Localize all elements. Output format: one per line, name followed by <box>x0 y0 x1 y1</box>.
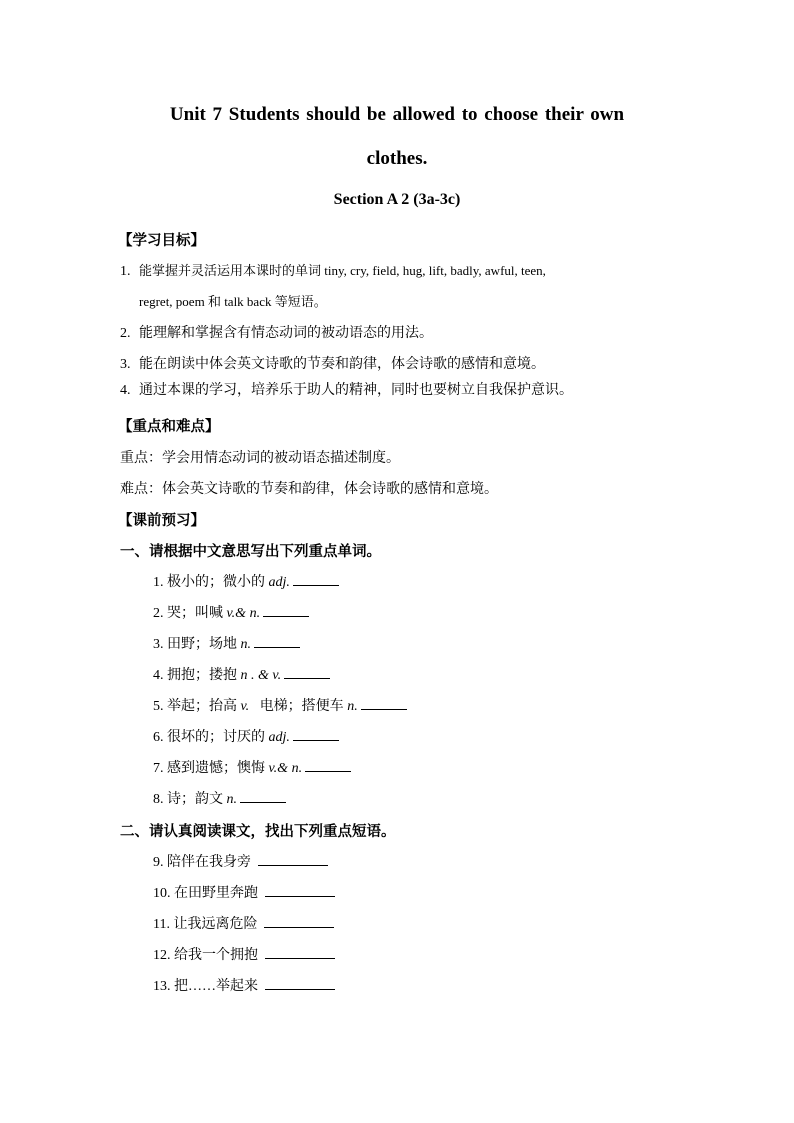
document-title: Unit 7 Students should be allowed to choose their own <box>169 104 625 125</box>
answer-blank[interactable] <box>240 789 286 803</box>
vocab-item: 5. 举起；抬高 v. 电梯；搭便车 n. <box>153 695 407 715</box>
objective-item-1-continued: regret, poem 和 talk back 等短语。 <box>139 294 327 309</box>
document-title-continued: clothes. <box>366 148 428 169</box>
objectives-heading: 【学习目标】 <box>118 233 205 249</box>
answer-blank[interactable] <box>305 758 351 772</box>
difficult-point-text: 难点：体会英文诗歌的节奏和韵律，体会诗歌的感情和意境。 <box>120 482 498 497</box>
phrase-item: 9. 陪伴在我身旁 <box>153 851 328 871</box>
part1-heading: 一、请根据中文意思写出下列重点单词。 <box>120 544 381 560</box>
objective-item-1 <box>120 260 546 280</box>
vocab-item: 1. 极小的；微小的 adj. <box>153 571 339 591</box>
objective-item-3 <box>120 353 545 373</box>
answer-blank[interactable] <box>265 945 335 959</box>
objective-text: 能在朗读中体会英文诗歌的节奏和韵律，体会诗歌的感情和意境。 <box>139 357 545 372</box>
answer-blank[interactable] <box>361 696 407 710</box>
answer-blank[interactable] <box>254 634 300 648</box>
objective-number: 4. <box>120 383 131 398</box>
objective-text: 能掌握并灵活运用本课时的单词 tiny, cry, field, hug, lift, badly, awful, teen, <box>139 263 546 278</box>
answer-blank[interactable] <box>258 852 328 866</box>
phrase-item: 12. 给我一个拥抱 <box>153 944 335 964</box>
answer-blank[interactable] <box>284 665 330 679</box>
vocab-item: 4. 拥抱；搂抱 n . & v. <box>153 664 330 684</box>
key-point-text: 重点：学会用情态动词的被动语态描述制度。 <box>120 451 400 466</box>
answer-blank[interactable] <box>265 883 335 897</box>
objective-item-4 <box>120 379 573 399</box>
phrase-item: 13. 把……举起来 <box>153 975 335 995</box>
answer-blank[interactable] <box>293 572 339 586</box>
objective-text: 通过本课的学习，培养乐于助人的精神，同时也要树立自我保护意识。 <box>139 383 573 398</box>
objective-number: 3. <box>120 357 131 372</box>
objective-number: 1. <box>120 264 131 279</box>
objective-text: 能理解和掌握含有情态动词的被动语态的用法。 <box>139 326 433 341</box>
part2-heading: 二、请认真阅读课文，找出下列重点短语。 <box>120 824 396 840</box>
vocab-item: 7. 感到遗憾；懊悔 v.& n. <box>153 757 351 777</box>
preview-heading: 【课前预习】 <box>118 513 205 529</box>
phrase-item: 10. 在田野里奔跑 <box>153 882 335 902</box>
section-subtitle: Section A 2 (3a-3c) <box>333 191 461 208</box>
answer-blank[interactable] <box>293 727 339 741</box>
answer-blank[interactable] <box>263 603 309 617</box>
vocab-item: 3. 田野；场地 n. <box>153 633 300 653</box>
phrase-item: 11. 让我远离危险 <box>153 913 334 933</box>
vocab-item: 8. 诗；韵文 n. <box>153 788 286 808</box>
answer-blank[interactable] <box>265 976 335 990</box>
vocab-item: 2. 哭；叫喊 v.& n. <box>153 602 309 622</box>
answer-blank[interactable] <box>264 914 334 928</box>
objective-item-2 <box>120 322 433 342</box>
key-points-heading: 【重点和难点】 <box>118 419 220 435</box>
vocab-item: 6. 很坏的；讨厌的 adj. <box>153 726 339 746</box>
objective-number: 2. <box>120 326 131 341</box>
